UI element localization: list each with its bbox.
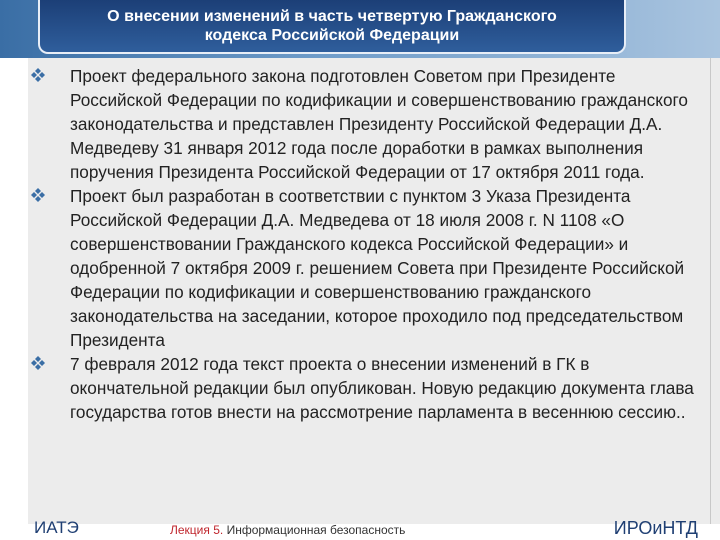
slide-title: О внесении изменений в часть четвертую Гражданского кодекса Российской Федерации: [107, 8, 557, 44]
bullet-item: [30, 352, 710, 424]
bullet-text: Проект федерального закона подготовлен Советом при Президенте Российской Федерации по кодификации и совершенствованию гражданского законодательства и представлен Президенту Российской Федерации Д.А. Медведеву 31 января 2012 года после доработки в рамках выполнения поручения Президента Российской Федерации от 17 октября 2011 года.: [70, 66, 688, 182]
bullet-item: [30, 64, 710, 184]
diamond-bullet-icon: [30, 355, 46, 371]
bullet-text: Проект был разработан в соответствии с пунктом 3 Указа Президента Российской Федерации Д.А. Медведева от 18 июля 2008 г. N 1108 «О совершенствовании Гражданского кодекса Российской Федерации» и одобренной 7 октября 2009 г. решением Совета при Президенте Российской Федерации по кодификации и совершенствованию гражданского законодательства на заседании, которое проходило под председательством Президента: [70, 186, 685, 350]
footer-subject: Информационная безопасность: [226, 523, 406, 537]
footer-department: ИРОиНТД: [613, 518, 698, 538]
bullet-item: [30, 184, 710, 352]
right-divider: [710, 58, 711, 524]
bullet-text: 7 февраля 2012 года текст проекта о внесении изменений в ГК в окончательной редакции был опубликован. Новую редакцию документа глава государства готов внести на рассмотрение парламента в весеннюю сессию..: [70, 354, 694, 422]
bullet-list: [30, 64, 710, 424]
left-margin: [0, 58, 28, 540]
diamond-bullet-icon: [30, 67, 46, 83]
footer-lecture: [170, 523, 405, 537]
footer-org: ИАТЭ: [34, 518, 79, 537]
diamond-bullet-icon: [30, 187, 46, 203]
footer-lecture-number: Лекция 5.: [170, 523, 224, 537]
title-box: [38, 0, 626, 54]
slide-footer: [0, 510, 720, 540]
